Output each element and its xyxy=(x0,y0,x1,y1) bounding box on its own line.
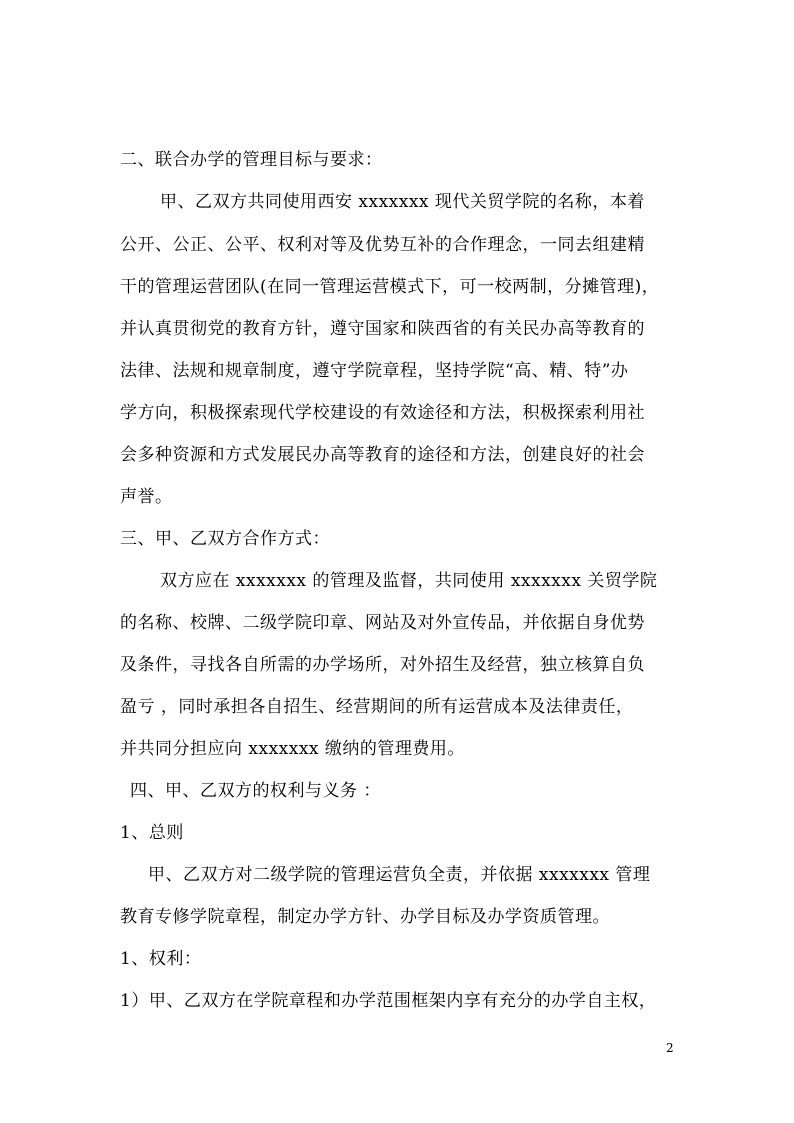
subsection-heading: 1、权利： xyxy=(120,949,202,969)
paragraph-line: 甲、乙双方共同使用西安 xxxxxxx 现代关贸学院的名称，本着 xyxy=(160,192,645,212)
section-heading-3: 三、甲、乙双方合作方式： xyxy=(120,529,330,549)
paragraph-line: 的名称、校牌、二级学院印章、网站及对外宣传品，并依据自身优势 xyxy=(120,613,645,633)
paragraph-line: 甲、乙双方对二级学院的管理运营负全责，并依据 xxxxxxx 管理 xyxy=(148,865,651,885)
paragraph-line: 声誉。 xyxy=(120,487,173,507)
paragraph-line: 学方向，积极探索现代学校建设的有效途径和方法，积极探索利用社 xyxy=(120,403,645,423)
paragraph-line: 盈亏 ，同时承担各自招生、经营期间的所有运营成本及法律责任， xyxy=(120,697,634,717)
paragraph-line: 并共同分担应向 xxxxxxx 缴纳的管理费用。 xyxy=(120,739,465,759)
paragraph-line: 干的管理运营团队(在同一管理运营模式下，可一校两制，分摊管理)， xyxy=(120,277,660,297)
paragraph-line: 教育专修学院章程，制定办学方针、办学目标及办学资质管理。 xyxy=(120,907,610,927)
section-heading-4: 四、甲、乙双方的权利与义务 ： xyxy=(130,781,381,801)
page-number: 2 xyxy=(666,1041,674,1055)
paragraph-line: 会多种资源和方式发展民办高等教育的途径和方法，创建良好的社会 xyxy=(120,445,645,465)
paragraph-line: 法律、法规和规章制度，遵守学院章程，坚持学院“高、精、特”办 xyxy=(120,361,629,381)
subsection-heading: 1、总则 xyxy=(120,823,184,843)
paragraph-line: 及条件，寻找各自所需的办学场所，对外招生及经营，独立核算自负 xyxy=(120,655,645,675)
paragraph-line: 双方应在 xxxxxxx 的管理及监督，共同使用 xxxxxxx 关贸学院 xyxy=(160,571,658,591)
paragraph-line: 并认真贯彻党的教育方针，遵守国家和陕西省的有关民办高等教育的 xyxy=(120,319,645,339)
paragraph-line: 公开、公正、公平、权利对等及优势互补的合作理念，一同去组建精 xyxy=(120,235,645,255)
list-item: 1）甲、乙双方在学院章程和办学范围框架内享有充分的办学自主权， xyxy=(120,991,657,1011)
section-heading-2: 二、联合办学的管理目标与要求： xyxy=(120,150,383,170)
